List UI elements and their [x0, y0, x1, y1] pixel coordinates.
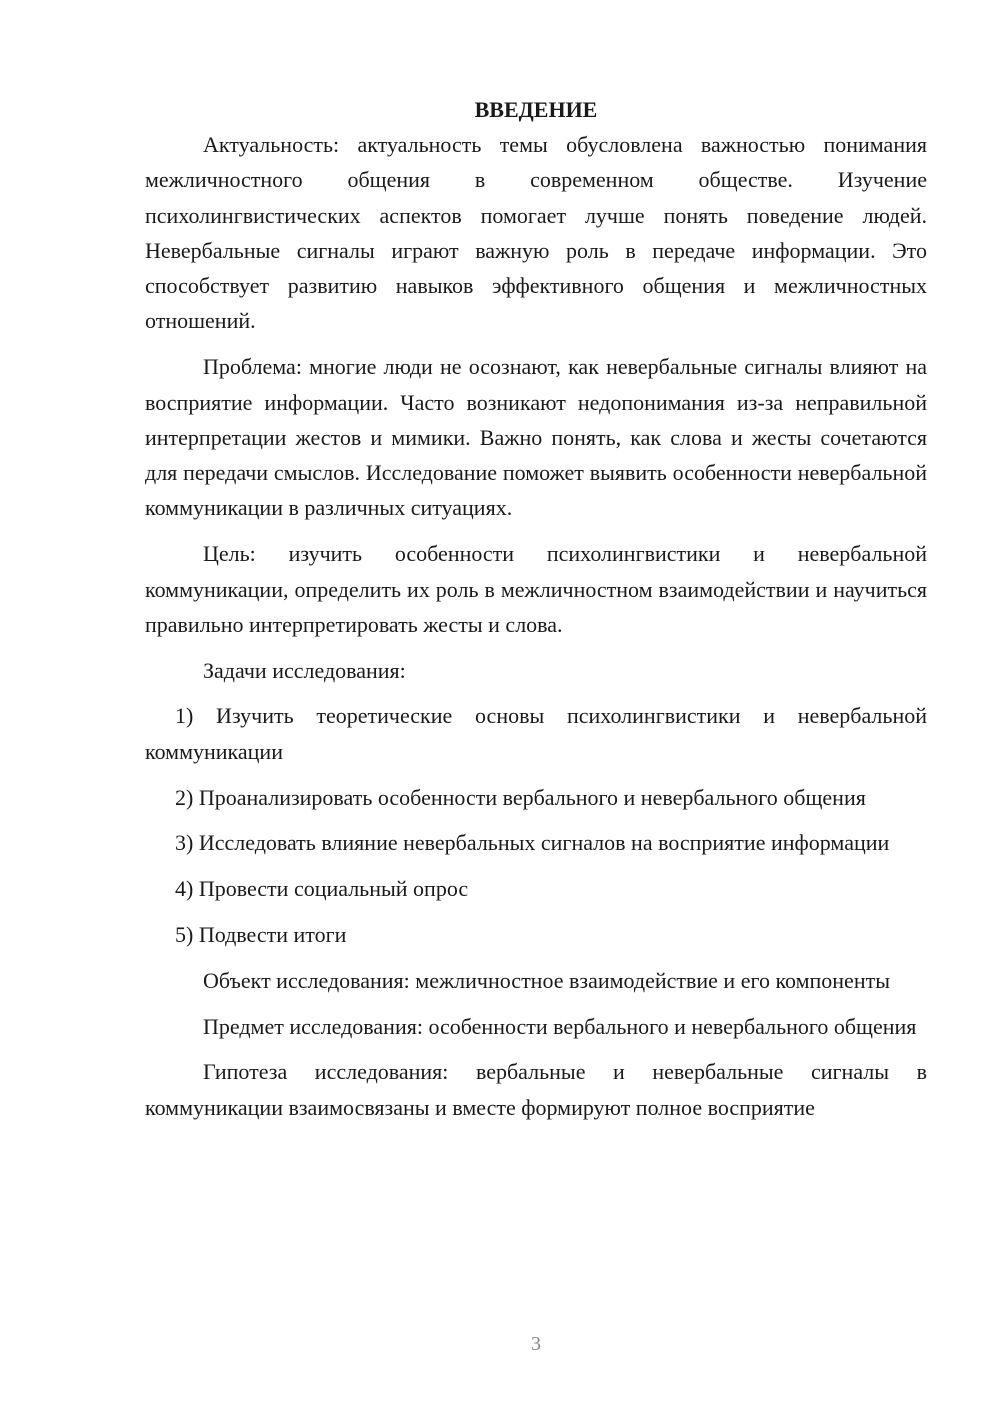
goal-paragraph: Цель: изучить особенности психолингвистики и невербальной коммуникации, определить их роль в межличностном взаимодействии и научиться правильно интерпретировать жесты и слова.: [145, 541, 927, 637]
document-page: [145, 92, 927, 1125]
task-item-4: 4) Провести социальный опрос: [175, 876, 469, 902]
tasks-heading: Задачи исследования:: [203, 657, 406, 683]
task-item-5: 5) Подвести итоги: [175, 921, 347, 947]
task-item-3: 3) Исследовать влияние невербальных сигналов на восприятие информации: [175, 830, 890, 856]
subject-paragraph: Предмет исследования: особенности вербального и невербального общения: [203, 1013, 917, 1039]
object-paragraph: Объект исследования: межличностное взаимодействие и его компоненты: [203, 967, 890, 993]
problem-paragraph: Проблема: многие люди не осознают, как невербальные сигналы влияют на восприятие информации. Часто возникают недопонимания из-за неправильной интерпретации жестов и мимики. Важно понять, как слова и жесты сочетаются для передачи смыслов. Исследование поможет выявить особенности невербальной коммуникации в различных ситуациях.: [145, 354, 927, 521]
page-number: 3: [531, 1333, 541, 1355]
relevance-paragraph: Актуальность: актуальность темы обусловлена важностью понимания межличностного общения в современном обществе. Изучение психолингвистических аспектов помогает лучше понять поведение людей. Невербальные сигналы играют важную роль в передаче информации. Это способствует развитию навыков эффективного общения и межличностных отношений.: [145, 132, 927, 334]
section-title: ВВЕДЕНИЕ: [474, 97, 598, 122]
hypothesis-paragraph: Гипотеза исследования: вербальные и невербальные сигналы в коммуникации взаимосвязаны и вместе формируют полное восприятие: [145, 1059, 927, 1120]
task-item-1: 1) Изучить теоретические основы психолингвистики и невербальной коммуникации: [145, 703, 927, 764]
task-item-2: 2) Проанализировать особенности вербального и невербального общения: [175, 784, 866, 810]
